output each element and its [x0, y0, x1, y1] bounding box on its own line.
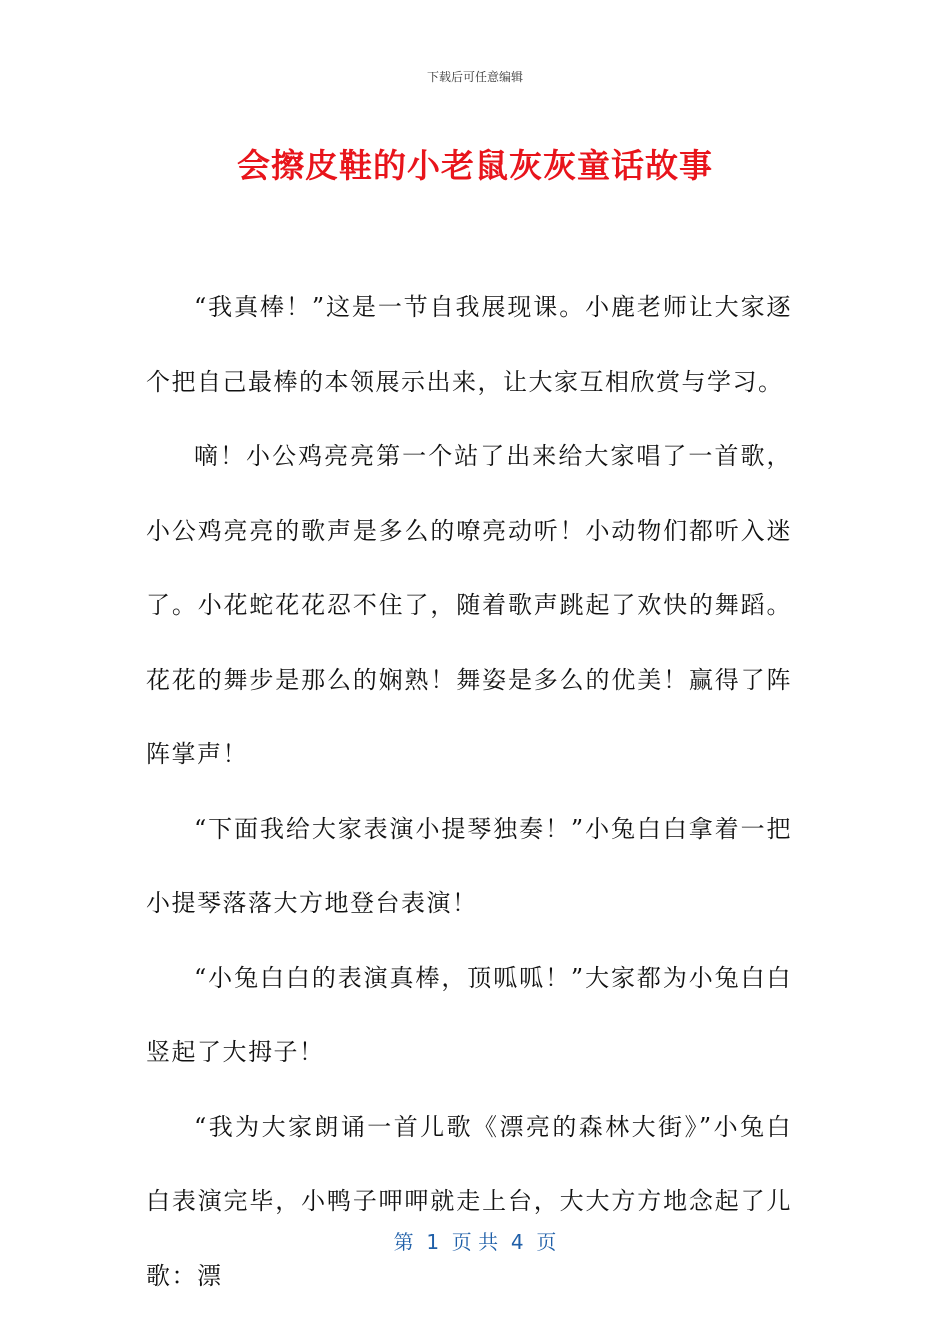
- paragraph: “下面我给大家表演小提琴独奏！”小兔白白拿着一把小提琴落落大方地登台表演！: [146, 814, 792, 917]
- paragraph: “我为大家朗诵一首儿歌《漂亮的森林大街》”小兔白白表演完毕，小鸭子呷呷就走上台，大大方方地念起了儿歌：漂: [146, 1112, 792, 1290]
- page-number-footer: 第 1 页 共 4 页: [393, 1230, 557, 1254]
- paragraph: 嘀！小公鸡亮亮第一个站了出来给大家唱了一首歌，小公鸡亮亮的歌声是多么的嘹亮动听！小动物们都听入迷了。小花蛇花花忍不住了，随着歌声跳起了欢快的舞蹈。花花的舞步是那么的娴熟！舞姿是多么的优美！赢得了阵阵掌声！: [146, 442, 792, 768]
- paragraph: “小兔白白的表演真棒，顶呱呱！”大家都为小兔白白竖起了大拇子！: [146, 963, 792, 1066]
- document-body: [146, 270, 792, 1313]
- header-note: 下载后可任意编辑: [426, 70, 523, 84]
- document-title: 会擦皮鞋的小老鼠灰灰童话故事: [237, 146, 713, 185]
- paragraph: “我真棒！”这是一节自我展现课。小鹿老师让大家逐个把自己最棒的本领展示出来，让大家互相欣赏与学习。: [146, 293, 792, 396]
